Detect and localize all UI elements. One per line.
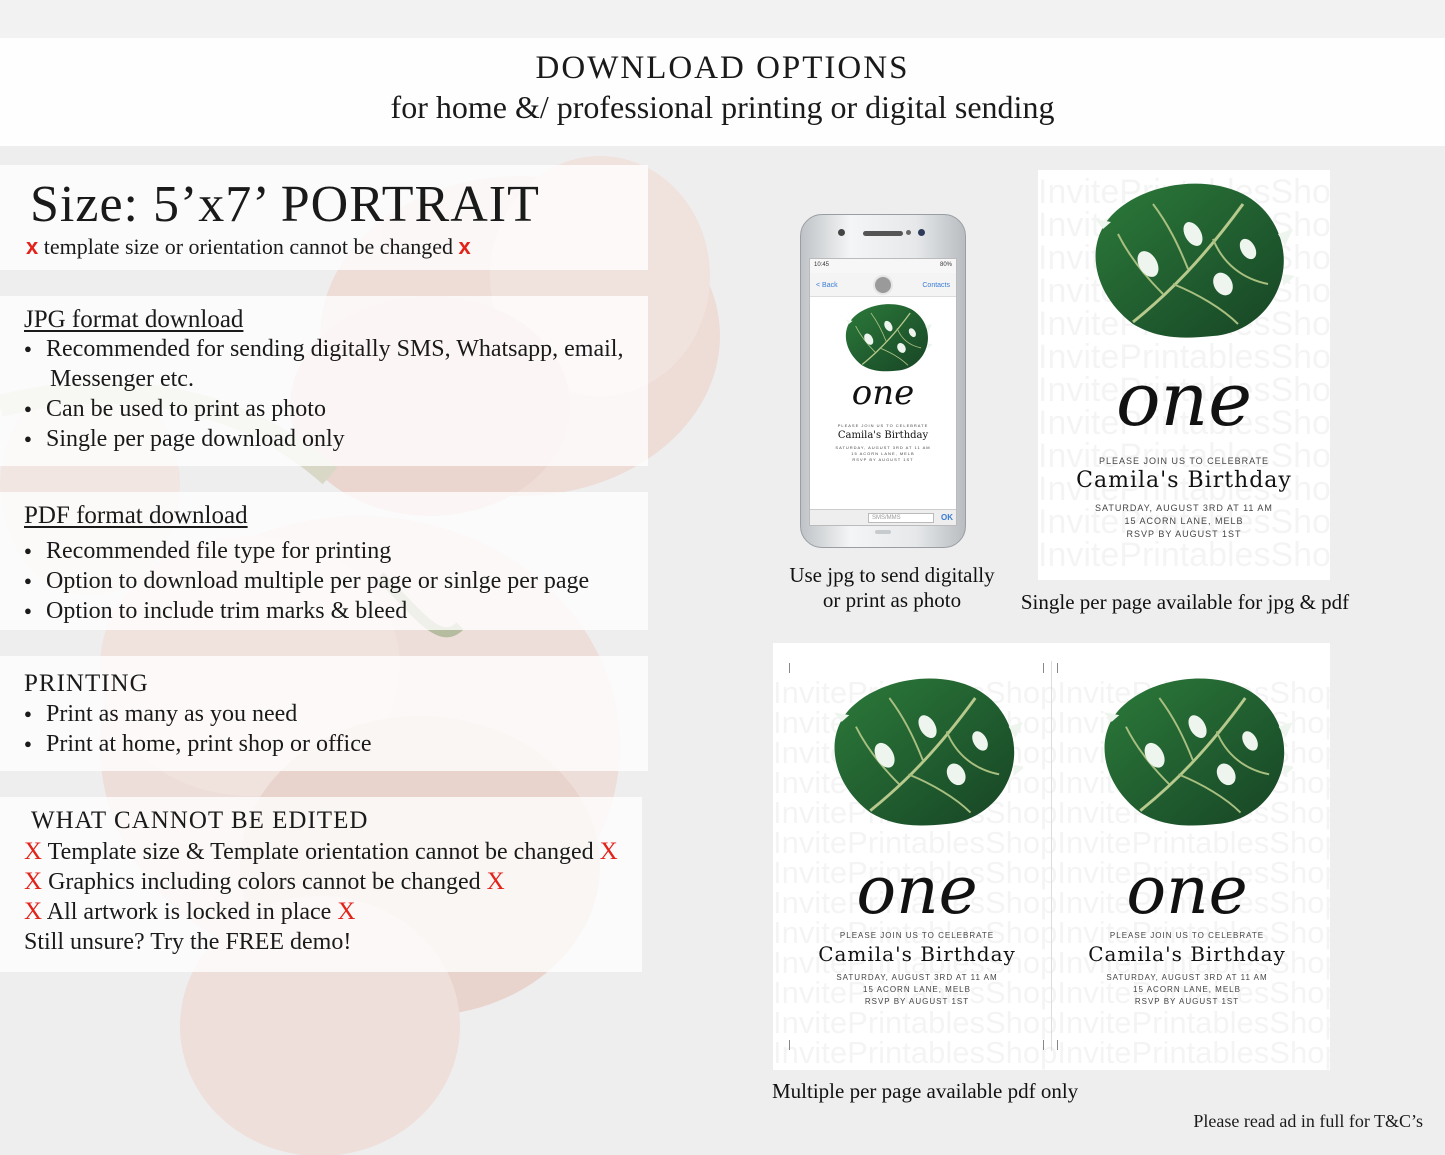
message-input-bar [810,509,956,525]
phone-mockup [800,214,966,548]
pdf-panel [0,492,648,630]
cross-icon: X [24,838,43,865]
invite-celebrate: PLEASE JOIN US TO CELEBRATE [1098,456,1270,466]
status-time: 10:45 [814,262,830,268]
size-panel [0,165,648,270]
home-indicator [875,530,891,534]
front-camera-icon [918,229,925,236]
list-item: ● Option to download multiple per page or sinlge per page [24,566,589,596]
speaker-icon [863,231,903,236]
list-item: ● Print at home, print shop or office [24,729,372,759]
invite-celebrate: PLEASE JOIN US TO CELEBRATE [839,931,995,940]
sensor-icon [906,230,911,235]
top-band [0,0,1445,38]
list-item: ● Recommended file type for printing [24,536,589,566]
jpg-title: JPG format download [24,306,244,333]
page-title: DOWNLOAD OPTIONS [535,50,910,86]
pdf-title: PDF format download [24,502,248,529]
invite-script: one [1126,852,1248,929]
invite-name: Camila's Birthday [818,942,1016,966]
cross-icon: x [458,234,471,259]
invite-line2: 15 ACORN LANE, MELB [851,451,915,456]
header-banner [0,38,1445,146]
monstera-leaf-icon [1083,668,1293,833]
cross-icon: X [486,868,505,895]
invite-name: Camila's Birthday [837,430,929,441]
cross-icon: X [24,898,43,925]
size-note [26,234,471,260]
invite-celebrate: PLEASE JOIN US TO CELEBRATE [837,423,929,428]
send-button[interactable]: OK [941,513,953,522]
list-item: X Graphics including colors cannot be changed X [24,868,505,895]
avatar-icon [873,275,893,295]
cross-icon: X [337,898,356,925]
not-editable-panel [0,797,642,972]
invite-name: Camila's Birthday [1088,942,1286,966]
jpg-list [24,334,623,454]
invite-name: Camila's Birthday [1076,468,1292,493]
list-item: ● Can be used to print as photo [24,394,623,424]
monstera-leaf-icon [813,668,1023,833]
contacts-link[interactable]: Contacts [922,282,950,289]
list-item: ● Single per page download only [24,424,623,454]
list-item: X All artwork is locked in place X [24,898,356,925]
status-bar [810,259,956,273]
single-invite-card [1038,170,1330,580]
jpg-panel [0,296,648,466]
message-input[interactable]: SMS/MMS [868,513,934,523]
invite-line3: RSVP BY AUGUST 1ST [1134,997,1240,1006]
page-subtitle: for home &/ professional printing or digital sending [390,89,1055,125]
invite-line1: SATURDAY, AUGUST 3RD AT 11 AM [1095,503,1273,513]
phone-screen [809,258,957,526]
size-note-text: template size or orientation cannot be changed [43,234,454,259]
monstera-leaf-icon [1068,174,1298,344]
printing-panel [0,656,648,771]
list-item: ● Recommended for sending digitally SMS, Whatsapp, email, Messenger etc. [24,334,623,394]
invite-line2: 15 ACORN LANE, MELB [863,985,971,994]
invite-script: one [1115,357,1252,443]
invite-copy [1053,643,1321,1070]
camera-icon [838,229,845,236]
status-battery: 80% [939,262,952,268]
printing-title: PRINTING [24,670,149,697]
pdf-list [24,536,589,626]
multiple-caption: Multiple per page available pdf only [772,1079,1079,1103]
list-item: ● Option to include trim marks & bleed [24,596,589,626]
printing-list [24,699,372,759]
invite-line1: SATURDAY, AUGUST 3RD AT 11 AM [835,445,931,450]
size-title: Size: 5’x7’ PORTRAIT [30,176,540,233]
phone-caption: Use jpg to send digitally or print as photo [789,563,995,612]
invite-celebrate: PLEASE JOIN US TO CELEBRATE [1109,931,1265,940]
invite-line3: RSVP BY AUGUST 1ST [864,997,970,1006]
demo-text: Still unsure? Try the FREE demo! [24,929,352,955]
invite-script: one [856,852,978,929]
message-navbar [810,273,956,297]
invite-script: one [851,373,915,413]
list-item: ● Print as many as you need [24,699,372,729]
invite-line1: SATURDAY, AUGUST 3RD AT 11 AM [836,973,998,982]
invite-line3: RSVP BY AUGUST 1ST [1126,529,1242,539]
cross-icon: X [24,868,43,895]
monstera-leaf-icon [836,299,932,375]
not-editable-list [24,837,618,957]
invite-line1: SATURDAY, AUGUST 3RD AT 11 AM [1106,973,1268,982]
invite-line3: RSVP BY AUGUST 1ST [852,457,914,462]
cut-line [1051,661,1052,1051]
back-link[interactable]: < Back [816,282,838,289]
invite-line2: 15 ACORN LANE, MELB [1133,985,1241,994]
list-item: X Template size & Template orientation cannot be changed X [24,838,618,865]
cross-icon: x [26,234,39,259]
cross-icon: X [599,838,618,865]
footnote: Please read ad in full for T&C’s [1193,1111,1423,1131]
single-caption: Single per page available for jpg & pdf [1020,590,1350,614]
not-editable-title: WHAT CANNOT BE EDITED [31,807,369,834]
multiple-invite-sheet [773,643,1330,1070]
invite-line2: 15 ACORN LANE, MELB [1124,516,1244,526]
invite-copy [783,643,1051,1070]
